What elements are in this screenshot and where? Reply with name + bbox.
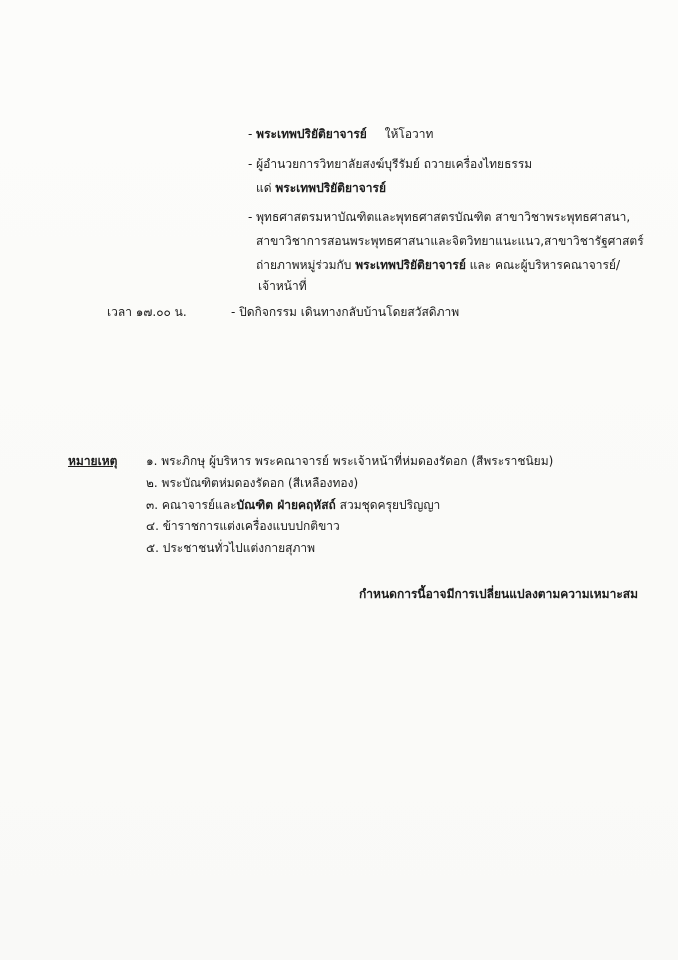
note-3-bold: บัณฑิต ฝ่ายคฤหัสถ์ [236, 498, 336, 512]
prefix-text: ถ่ายภาพหมู่ร่วมกับ [256, 258, 352, 272]
dash: - [248, 127, 253, 141]
note-item-4: ๔. ข้าราชการแต่งเครื่องแบบปกติขาว [146, 519, 340, 533]
footer-note: กำหนดการนี้อาจมีการเปลี่ยนแปลงตามความเหมาะสม [359, 587, 638, 601]
schedule-line-4: - พุทธศาสตรมหาบัณฑิตและพุทธศาสตรบัณฑิต สาขาวิชาพระพุทธศาสนา, [248, 210, 631, 224]
note-item-2: ๒. พระบัณฑิตห่มดองรัดอก (สีเหลืองทอง) [146, 476, 359, 490]
note-3-prefix: ๓. คณาจารย์และ [146, 498, 237, 512]
schedule-line-6 [256, 257, 620, 273]
time-label: เวลา ๑๗.๐๐ น. [107, 305, 187, 319]
note-3-suffix: สวมชุดครุยปริญญา [339, 498, 441, 512]
note-item-3 [146, 497, 440, 513]
notes-heading: หมายเหตุ [68, 454, 118, 468]
schedule-line-2: - ผู้อำนวยการวิทยาลัยสงฆ์บุรีรัมย์ ถวายเครื่องไทยธรรม [248, 157, 533, 171]
schedule-line-1 [248, 126, 433, 142]
note-item-5: ๕. ประชาชนทั่วไปแต่งกายสุภาพ [146, 541, 316, 555]
suffix-text: และ คณะผู้บริหารคณาจารย์/ [469, 258, 620, 272]
action-text: ให้โอวาท [384, 127, 434, 141]
closing-activity: - ปิดกิจกรรม เดินทางกลับบ้านโดยสวัสดิภาพ [231, 305, 460, 319]
note-item-1: ๑. พระภิกษุ ผู้บริหาร พระคณาจารย์ พระเจ้าหน้าที่ห่มดองรัดอก (สีพระราชนิยม) [146, 454, 554, 468]
monk-name-bold: พระเทพปริยัติยาจารย์ [355, 258, 466, 272]
prefix-text: แด่ [256, 181, 272, 195]
monk-name-bold: พระเทพปริยัติยาจารย์ [256, 127, 367, 141]
schedule-line-5: สาขาวิชาการสอนพระพุทธศาสนาและจิตวิทยาแนะแนว,สาขาวิชารัฐศาสตร์ [256, 234, 644, 248]
schedule-line-7: เจ้าหน้าที่ [258, 279, 307, 293]
monk-name-bold: พระเทพปริยัติยาจารย์ [275, 181, 386, 195]
schedule-line-3 [256, 180, 386, 196]
